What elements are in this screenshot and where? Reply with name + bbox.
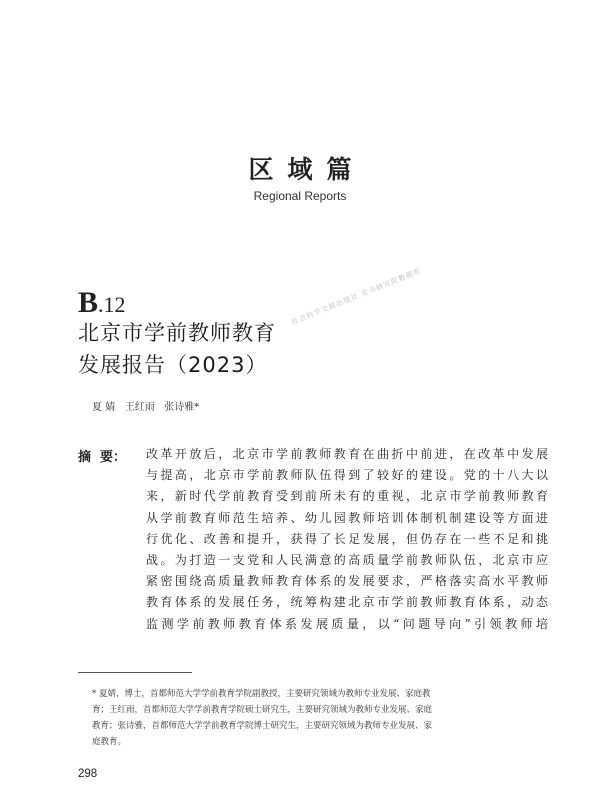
- chapter-number: [78, 286, 126, 320]
- abstract-label: 摘 要：: [78, 450, 127, 465]
- footnote-divider: [78, 672, 192, 673]
- footnote-line: * 夏婧，博士，首都师范大学学前教育学院副教授，主要研究领域为教师专业发展、家庭教: [92, 689, 431, 699]
- chapter-number-value: .12: [98, 292, 126, 317]
- chapter-title-line-1: 北京市学前教师教育: [78, 321, 276, 345]
- section-title: 区域篇: [248, 155, 366, 184]
- chapter-letter: B: [78, 286, 99, 319]
- abstract-line: 改革开放后，北京市学前教师教育在曲折中前进，在改革中发展: [146, 447, 548, 461]
- authors: 夏 婧 王红雨 张诗雅*: [92, 402, 200, 413]
- section-subtitle: Regional Reports: [253, 189, 347, 203]
- footnote: [92, 686, 532, 750]
- footnote-line: 庭教育。: [92, 737, 127, 747]
- abstract-line: 紧密围绕高质量教师教育体系的发展要求，严格落实高水平教师: [146, 574, 548, 589]
- abstract-line: 从学前教育师范生培养、幼儿园教师培训体制机制建设等方面进: [146, 510, 548, 525]
- abstract-line: 战。为打造一支党和人民满意的高质量学前教师队伍，北京市应: [146, 552, 548, 567]
- chapter-title: [78, 317, 276, 381]
- footnote-line: 教育；张诗雅，首都师范大学学前教育学院博士研究生，主要研究领域为教师专业发展、家: [92, 721, 433, 731]
- abstract-line: 与提高，北京市学前教师队伍得到了较好的建设。党的十八大以: [146, 468, 548, 483]
- abstract-line: 教育体系的发展任务，统筹构建北京市学前教师教育体系，动态: [146, 595, 548, 610]
- page-number: 298: [78, 768, 98, 780]
- abstract-line: 行优化、改善和提升，获得了长足发展，但仍存在一些不足和挑: [146, 531, 548, 546]
- chapter-title-line-2: 发展报告（2023）: [78, 353, 268, 377]
- watermark: 社会科学文献出版社 皮书研究院数据库: [290, 266, 423, 327]
- abstract-line: 来，新时代学前教育受到前所未有的重视，北京市学前教师教育: [146, 489, 548, 504]
- footnote-line: 育；王红雨，首都师范大学学前教育学院硕士研究生，主要研究领域为教师专业发展、家庭: [92, 705, 433, 715]
- abstract-line: 监测学前教师教育体系发展质量，以“问题导向”引领教师培: [146, 616, 548, 631]
- abstract-body: [146, 444, 548, 635]
